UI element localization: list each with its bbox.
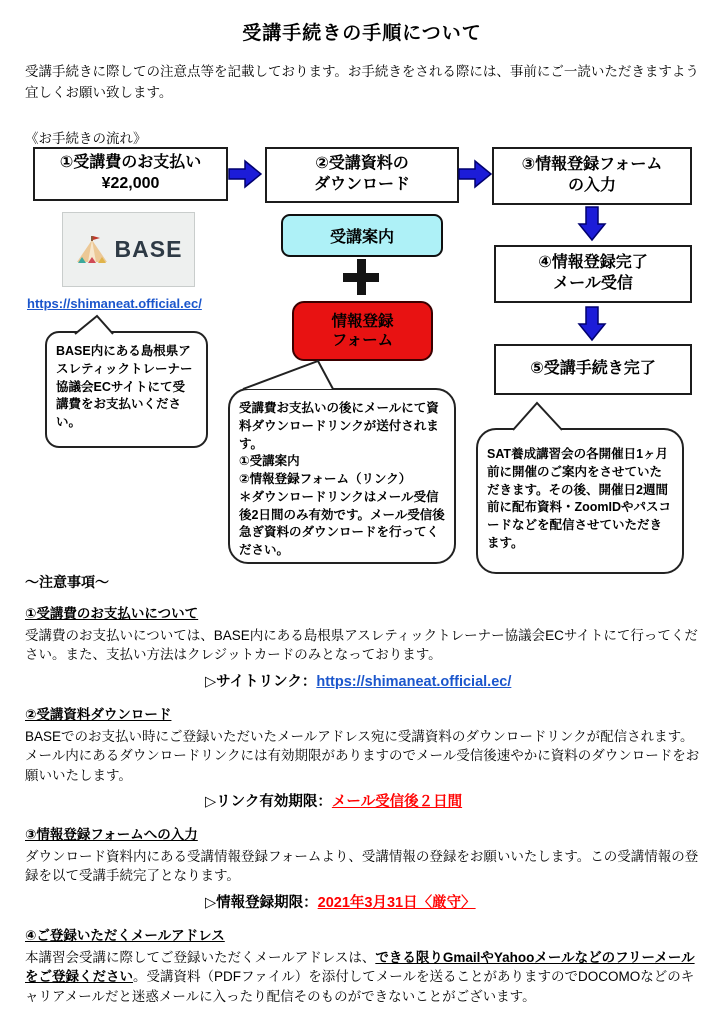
flow-step-3-line2: の入力 (567, 177, 616, 194)
flow-step-1-line1: ①受講費のお支払い (59, 154, 202, 172)
flow-step-4-line1: ④情報登録完了 (538, 254, 648, 272)
base-site-link[interactable]: https://shimaneat.official.ec/ (27, 296, 202, 311)
flow-step-3-line1: ③情報登録フォーム (521, 156, 663, 174)
arrow-down-icon (577, 306, 607, 342)
flow-step-2-line2: ダウンロード (313, 176, 410, 193)
bubble-download-line: ②情報登録フォーム（リンク） (239, 472, 412, 486)
plus-icon (343, 259, 379, 295)
form-label (292, 301, 433, 361)
flow-heading: 《お手続きの流れ》 (25, 131, 147, 146)
arrow-right-icon (228, 159, 262, 189)
note-section-email (25, 926, 701, 1006)
form-label-line2: フォーム (331, 332, 394, 349)
note-title: ②受講資料ダウンロード (25, 707, 172, 722)
arrow-right-icon (458, 159, 492, 189)
callout-label: ▷サイトリンク： (205, 673, 317, 690)
note-body: ダウンロード資料内にある受講情報登録フォームより、受講情報の登録をお願いいたします。この受講情報の登録を以て受講手続完了となります。 (25, 848, 699, 884)
note-body: 受講費のお支払いについては、BASE内にある島根県アスレティックトレーナー協議会ECサイトにて行ってください。また、支払い方法はクレジットカードのみとなっております。 (25, 627, 698, 663)
site-link[interactable]: https://shimaneat.official.ec/ (316, 673, 512, 690)
registration-deadline-callout (205, 893, 701, 914)
deadline-value: 2021年3月31日〈厳守〉 (317, 894, 476, 911)
form-label-line1: 情報登録 (331, 312, 394, 330)
speech-bubble-schedule-text: SAT養成講習会の各開催日1ヶ月前に開催のご案内をさせていただきます。その後、開催日2週間前に配布資料・ZoomIDやパスコードなどを配信させていただきます。 (487, 447, 672, 550)
note-body-emphasis: できる限りGmailやYahooメールなどのフリーメールをご登録ください (25, 949, 695, 985)
flow-step-1-box (33, 147, 228, 201)
link-deadline-callout (205, 792, 701, 813)
flow-step-1-line2: ¥22,000 (101, 175, 160, 192)
guide-label-text: 受講案内 (329, 229, 394, 246)
note-body-text: 。受講資料（PDFファイル）を添付してメールを送ることがありますのでDOCOMOなどのキャリアメールだと迷惑メールに入ったり配信そのものができないことがございます。 (25, 969, 695, 1004)
flow-step-3-box (492, 147, 692, 205)
note-section-download (25, 705, 701, 813)
notes-heading: ～注意事項～ (25, 574, 109, 590)
note-title: ④ご登録いただくメールアドレス (25, 927, 225, 943)
speech-bubble-download (228, 388, 456, 564)
bubble-download-line: 受講費お支払いの後にメールにて資料ダウンロードリンクが送付されます。 (239, 401, 439, 451)
base-logo-text: BASE (114, 236, 183, 262)
notes-section (25, 572, 701, 1006)
note-section-form (25, 825, 701, 914)
bubble-download-line: ＊ダウンロードリンクはメール受信後2日間のみ有効です。メール受信後急ぎ資料のダウンロードを行ってください。 (239, 489, 445, 557)
page-title: 受講手続きの手順について (242, 23, 482, 44)
callout-label: ▷リンク有効期限： (205, 794, 332, 811)
base-logo (62, 212, 195, 287)
note-section-payment (25, 604, 701, 693)
note-body (25, 948, 701, 1007)
flow-step-5-line1: ⑤受講手続き完了 (530, 360, 656, 378)
site-link-callout (205, 672, 701, 693)
intro-paragraph: 受講手続きに際しての注意点等を記載しております。お手続きをされる際には、事前にご一読いただきますよう宜しくお願い致します。 (25, 64, 699, 100)
deadline-value: メール受信後２日間 (331, 794, 463, 811)
flow-step-2-box (265, 147, 459, 203)
note-body-text: 本講習会受講に際してご登録いただくメールアドレスは、 (25, 949, 376, 965)
base-tent-icon (75, 235, 109, 265)
flow-step-2-line1: ②受講資料の (315, 155, 409, 173)
speech-bubble-payment-text: BASE内にある島根県アスレティックトレーナー協議会ECサイトにて受講費をお支払いください。 (56, 344, 193, 429)
speech-bubble-schedule (476, 428, 684, 574)
arrow-down-icon (577, 206, 607, 242)
bubble-download-line: ①受講案内 (239, 454, 300, 469)
speech-bubble-payment (45, 331, 208, 448)
flow-step-4-box (494, 245, 692, 303)
flow-step-4-line2: メール受信 (553, 275, 633, 292)
note-title: ③情報登録フォームへの入力 (25, 827, 198, 843)
note-body: BASEでのお支払い時にご登録いただいたメールアドレス宛に受講資料のダウンロードリンクが配信されます。メール内にあるダウンロードリンクには有効期限がありますのでメール受信後速やかに資料のダウンロードをお願いいたします。 (25, 728, 700, 783)
callout-label: ▷情報登録期限： (205, 894, 318, 911)
flow-step-5-box (494, 344, 692, 395)
note-title: ①受講費のお支払いについて (25, 606, 199, 622)
guide-label (281, 214, 443, 257)
